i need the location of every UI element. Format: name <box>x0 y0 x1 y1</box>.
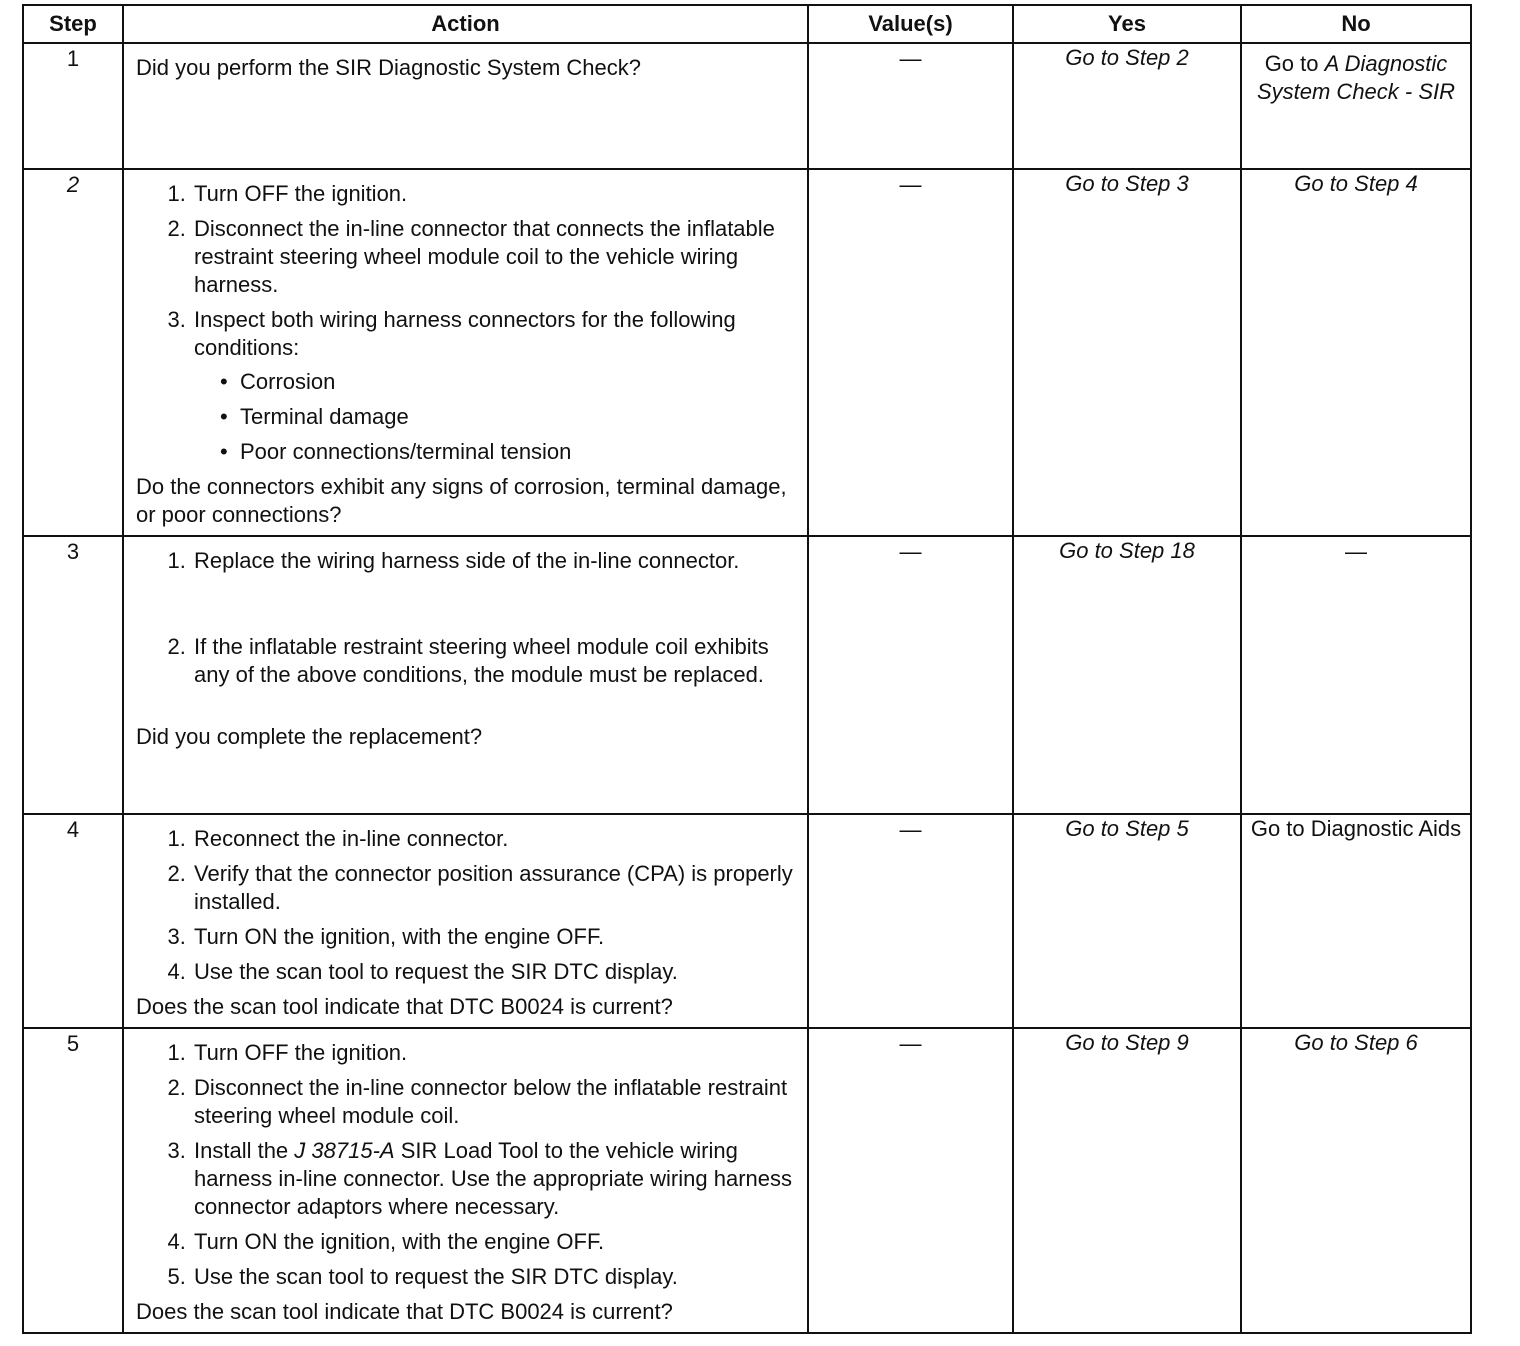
no-cell: Go to Step 6 <box>1241 1028 1471 1333</box>
action-step-prefix: Install the <box>194 1138 289 1163</box>
condition-item: • Corrosion <box>220 368 797 396</box>
action-cell <box>123 43 808 169</box>
no-cell: Go to Step 4 <box>1241 169 1471 536</box>
diagnostic-table <box>22 4 1472 1334</box>
action-step: 5. Use the scan tool to request the SIR DTC display. <box>192 1263 797 1291</box>
yes-cell: Go to Step 3 <box>1013 169 1241 536</box>
action-step: 1. Turn OFF the ignition. <box>192 1039 797 1067</box>
header-step: Step <box>23 5 123 43</box>
action-step-suffix: SIR Load Tool to the vehicle wiring harness in-line connector. Use the appropriate wiring harness connector adaptors where necessary. <box>194 1138 792 1219</box>
value-cell: — <box>808 43 1013 169</box>
action-step <box>192 306 797 466</box>
action-step: 1. Reconnect the in-line connector. <box>192 825 797 853</box>
no-link: A Diagnostic System Check - SIR <box>1256 51 1456 104</box>
action-step: 2. If the inflatable restraint steering wheel module coil exhibits any of the above conditions, the module must be replaced. <box>192 633 797 689</box>
action-steps <box>136 825 797 986</box>
header-values: Value(s) <box>808 5 1013 43</box>
header-action: Action <box>123 5 808 43</box>
action-step-text: Inspect both wiring harness connectors for the following conditions: <box>194 307 736 360</box>
action-step <box>192 1137 797 1221</box>
header-row <box>23 5 1471 43</box>
action-step: 1. Replace the wiring harness side of the in-line connector. <box>192 547 797 575</box>
yes-cell: Go to Step 5 <box>1013 814 1241 1028</box>
action-step: 2. Disconnect the in-line connector that connects the inflatable restraint steering wheel module coil to the vehicle wiring harness. <box>192 215 797 299</box>
step-number: 4 <box>23 814 123 1028</box>
table-row-step-5 <box>23 1028 1471 1333</box>
action-question: Do the connectors exhibit any signs of corrosion, terminal damage, or poor connections? <box>136 474 787 527</box>
header-yes: Yes <box>1013 5 1241 43</box>
table-row-step-4 <box>23 814 1471 1028</box>
condition-item: • Poor connections/terminal tension <box>220 438 797 466</box>
action-question: Does the scan tool indicate that DTC B0024 is current? <box>136 994 673 1019</box>
action-cell <box>123 814 808 1028</box>
action-step: 1. Turn OFF the ignition. <box>192 180 797 208</box>
condition-list <box>194 368 797 466</box>
action-question: Does the scan tool indicate that DTC B0024 is current? <box>136 1299 673 1324</box>
header-no: No <box>1241 5 1471 43</box>
no-cell: — <box>1241 536 1471 814</box>
action-step: 2. Verify that the connector position assurance (CPA) is properly installed. <box>192 860 797 916</box>
action-steps <box>136 1039 797 1291</box>
action-question: Did you complete the replacement? <box>136 724 483 749</box>
yes-cell: Go to Step 2 <box>1013 43 1241 169</box>
table-row-step-2 <box>23 169 1471 536</box>
condition-item: • Terminal damage <box>220 403 797 431</box>
action-step: 4. Turn ON the ignition, with the engine OFF. <box>192 1228 797 1256</box>
value-cell: — <box>808 169 1013 536</box>
action-cell <box>123 1028 808 1333</box>
action-step: 2. Disconnect the in-line connector below the inflatable restraint steering wheel module coil. <box>192 1074 797 1130</box>
step-number: 1 <box>23 43 123 169</box>
yes-cell: Go to Step 18 <box>1013 536 1241 814</box>
no-cell: Go to Diagnostic Aids <box>1241 814 1471 1028</box>
tool-number: J 38715-A <box>294 1138 395 1163</box>
step-number: 5 <box>23 1028 123 1333</box>
action-cell <box>123 169 808 536</box>
table-row-step-1 <box>23 43 1471 169</box>
no-prefix: Go to <box>1264 51 1319 76</box>
action-steps <box>136 547 797 689</box>
no-cell <box>1241 43 1471 169</box>
value-cell: — <box>808 536 1013 814</box>
step-number: 2 <box>23 169 123 536</box>
table-row-step-3 <box>23 536 1471 814</box>
action-question: Did you perform the SIR Diagnostic System Check? <box>136 55 641 80</box>
value-cell: — <box>808 814 1013 1028</box>
action-steps <box>136 180 797 466</box>
action-cell <box>123 536 808 814</box>
yes-cell: Go to Step 9 <box>1013 1028 1241 1333</box>
action-step: 3. Turn ON the ignition, with the engine OFF. <box>192 923 797 951</box>
step-number: 3 <box>23 536 123 814</box>
action-step: 4. Use the scan tool to request the SIR DTC display. <box>192 958 797 986</box>
value-cell: — <box>808 1028 1013 1333</box>
